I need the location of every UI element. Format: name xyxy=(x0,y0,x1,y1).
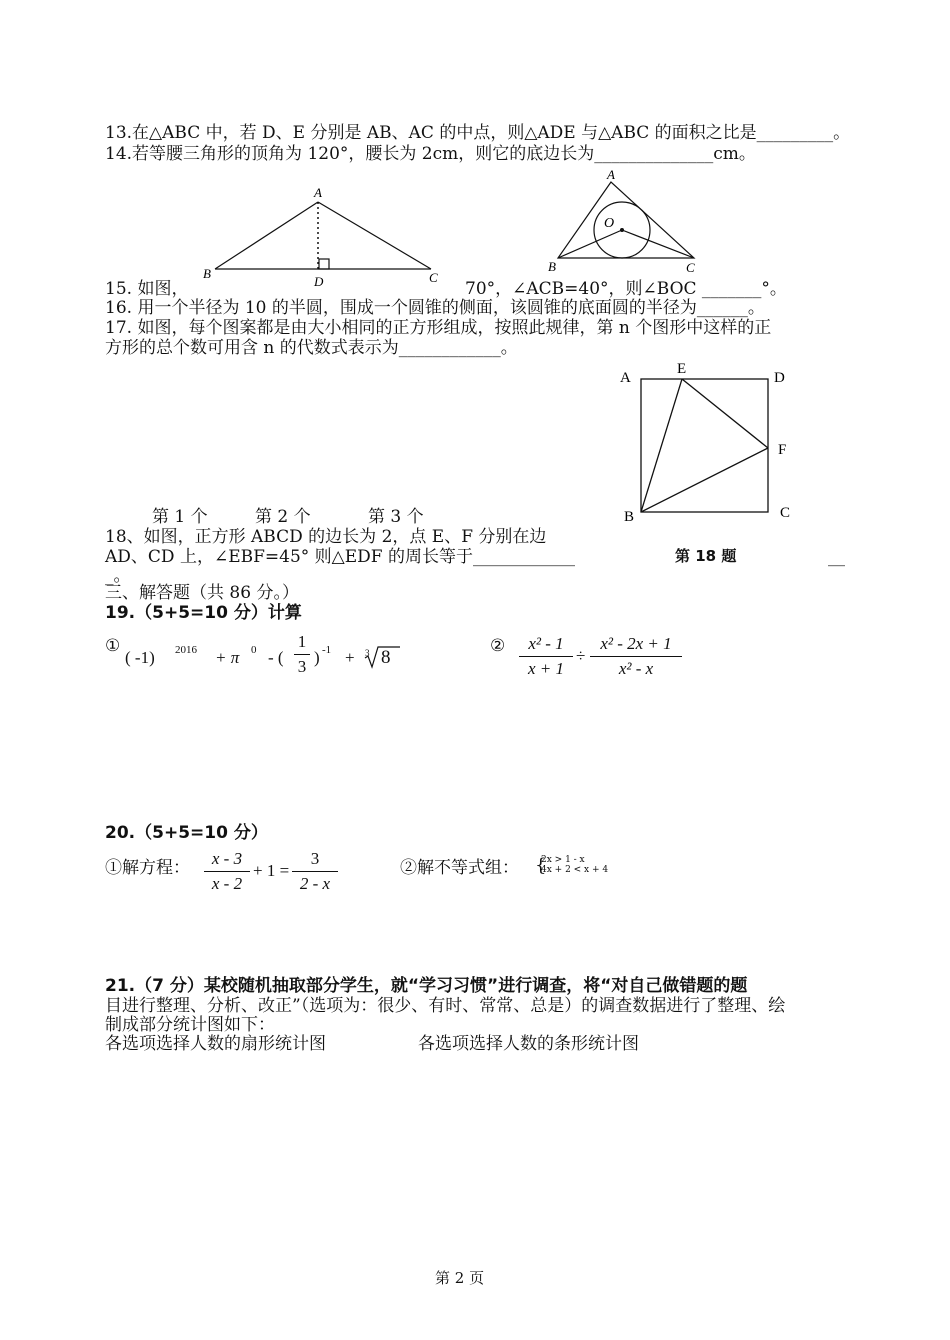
q19-plus-pi: + π xyxy=(215,648,240,667)
q19-divide: ÷ xyxy=(576,646,586,665)
q19-root-index: 3 xyxy=(365,648,370,658)
section-3-title: 三、解答题（共 86 分。） xyxy=(105,583,299,603)
q19-exponent: 2016 xyxy=(175,644,197,656)
question-18-tail: _。 xyxy=(105,566,131,586)
label-b: B xyxy=(624,509,635,525)
q19-close-paren: ) xyxy=(314,648,320,667)
question-15-start: 15. 如图， xyxy=(105,279,189,299)
incircle-triangle-figure xyxy=(540,168,715,280)
question-21-line2: 目进行整理、分析、改正”（选项为：很少、有时、常常、总是）的调查数据进行了整理、绘 xyxy=(105,996,786,1016)
bar-chart-caption: 各选项选择人数的条形统计图 xyxy=(418,1034,639,1054)
label-b: B xyxy=(203,266,211,281)
inequality-2: 4x + 2 < x + 4 xyxy=(541,865,609,875)
q19-f2-denominator: x² - x xyxy=(618,659,654,678)
label-c: C xyxy=(780,505,791,521)
question-21-text: 21.（7 分）某校随机抽取部分学生，就“学习习惯”进行调查，将“对自己做错题的题 xyxy=(105,976,748,996)
label-d: D xyxy=(314,274,324,289)
question-20-title: 20.（5+5=10 分） xyxy=(105,823,268,843)
figure-18-caption: 第 18 题 xyxy=(675,547,737,565)
pattern-label-2: 第 2 个 xyxy=(255,507,311,527)
q20-plus-one-equals: + 1 = xyxy=(253,861,290,880)
inequality-system xyxy=(535,855,609,876)
q20-fraction-1 xyxy=(204,848,250,895)
q19-f1-numerator: x² - 1 xyxy=(528,634,564,653)
q19-fraction-2 xyxy=(590,633,682,680)
pattern-label-3: 第 3 个 xyxy=(368,507,424,527)
pie-chart-caption: 各选项选择人数的扇形统计图 xyxy=(105,1034,326,1054)
question-19-title: 19.（5+5=10 分）计算 xyxy=(105,603,302,623)
q20-f2-numerator: 3 xyxy=(310,849,320,868)
question-21-line3: 制成部分统计图如下： xyxy=(105,1015,275,1035)
label-a: A xyxy=(620,370,631,386)
q19-plus: + xyxy=(345,648,355,667)
question-18-line2: AD、CD 上，∠EBF=45° 则△EDF 的周长等于____________ xyxy=(105,547,575,567)
q19-pi-exponent: 0 xyxy=(251,644,257,656)
label-c: C xyxy=(429,270,438,285)
q20-label-2: ②解不等式组： xyxy=(400,858,519,878)
q19-circle-2: ② xyxy=(490,636,506,655)
label-a: A xyxy=(607,167,615,182)
page-footer: 第 2 页 xyxy=(435,1269,485,1287)
q20-f2-denominator: 2 - x xyxy=(299,874,331,893)
label-f: F xyxy=(778,442,787,458)
q19-neg-one-exponent: -1 xyxy=(322,644,332,656)
q20-f1-numerator: x - 3 xyxy=(211,849,243,868)
pattern-label-1: 第 1 个 xyxy=(152,507,208,527)
q19-minus-open: - ( xyxy=(268,648,284,667)
q19-f2-numerator: x² - 2x + 1 xyxy=(600,634,672,653)
q19-base: ( -1) xyxy=(125,648,155,667)
q19-third-denominator: 3 xyxy=(297,657,307,676)
q19-f1-denominator: x + 1 xyxy=(527,659,565,678)
question-17-line2: 方形的总个数可用含 n 的代数式表示为____________。 xyxy=(105,338,518,358)
q20-label-1: ①解方程： xyxy=(105,858,190,878)
square-abcd-figure xyxy=(612,357,802,527)
brace: { xyxy=(535,855,547,876)
q20-fraction-2 xyxy=(292,848,338,895)
question-14: 14.若等腰三角形的顶角为 120°，腰长为 2cm，则它的底边长为______________cm。 xyxy=(105,144,756,164)
label-c: C xyxy=(686,260,695,275)
label-a: A xyxy=(314,185,322,200)
question-21-line1 xyxy=(105,976,747,996)
triangle-abc-figure xyxy=(195,185,455,290)
question-16: 16. 用一个半径为 10 的半圆，围成一个圆锥的侧面，该圆锥的底面圆的半径为______。 xyxy=(105,298,765,318)
q19-radicand: 8 xyxy=(381,647,391,668)
question-15-end: 70°，∠ACB=40°，则∠BOC _______°。 xyxy=(465,279,787,299)
label-e: E xyxy=(677,361,687,377)
inequality-1: 2x > 1 - x xyxy=(541,855,585,865)
q20-f1-denominator: x - 2 xyxy=(211,874,243,893)
question-13: 13.在△ABC 中，若 D、E 分别是 AB、AC 的中点，则△ADE 与△ABC 的面积之比是_________。 xyxy=(105,123,851,143)
q19-circle-1: ① xyxy=(105,636,121,655)
q19-third-numerator: 1 xyxy=(297,632,307,651)
question-18-blank-right: __ xyxy=(828,547,845,567)
label-o: O xyxy=(604,216,615,231)
q19-fraction-one-third xyxy=(294,631,310,678)
question-18-line1: 18、如图，正方形 ABCD 的边长为 2，点 E、F 分别在边 xyxy=(105,527,547,547)
label-d: D xyxy=(774,370,785,386)
question-17-line1: 17. 如图，每个图案都是由大小相同的正方形组成，按照此规律，第 n 个图形中这样的正 xyxy=(105,318,772,338)
label-b: B xyxy=(548,259,556,274)
q19-fraction-1 xyxy=(519,633,573,680)
